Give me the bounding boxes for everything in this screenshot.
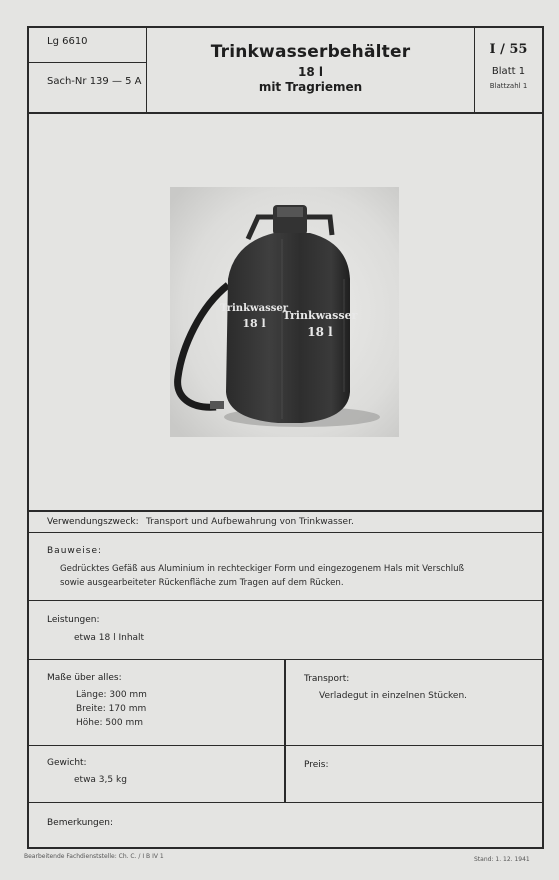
- sheet-code: I / 55: [489, 42, 528, 57]
- transport-label: Transport:: [304, 674, 350, 684]
- bauweise-line-2: sowie ausgearbeiteter Rückenfläche zum Tragen auf dem Rücken.: [60, 578, 344, 588]
- row-bauweise: [29, 533, 542, 601]
- footer-date: Stand: 1. 12. 1941: [474, 856, 530, 863]
- bauweise-label: Bauweise:: [47, 546, 103, 556]
- bauweise-line-1: Gedrücktes Gefäß aus Aluminium in rechteckiger Form und eingezogenem Hals mit Verschluß: [60, 564, 465, 574]
- header-left-cell: [29, 28, 147, 114]
- gewicht-value: etwa 3,5 kg: [74, 775, 127, 785]
- leistungen-value: etwa 18 l Inhalt: [74, 633, 145, 643]
- footer-department: Bearbeitende Fachdienststelle: Ch. C. / I B IV 1: [24, 853, 164, 860]
- column-divider: [284, 660, 286, 745]
- leistungen-label: Leistungen:: [47, 615, 100, 625]
- sheet-number: Blatt 1: [491, 66, 526, 77]
- verwendungszweck-value: Transport und Aufbewahrung von Trinkwasser.: [146, 517, 354, 527]
- header-right-cell: [474, 28, 542, 114]
- masse-laenge: Länge: 300 mm: [76, 690, 147, 700]
- datasheet-frame: [27, 26, 544, 849]
- header: [29, 28, 542, 114]
- transport-value: Verladegut in einzelnen Stücken.: [319, 691, 468, 701]
- canister-photo: [170, 187, 399, 437]
- row-bemerkungen: [29, 803, 542, 847]
- document-subtitle-volume: 18 l: [298, 65, 323, 79]
- canister-label-right-volume: 18 l: [307, 325, 333, 339]
- sheet-count: Blattzahl 1: [489, 82, 528, 90]
- row-masse-transport: [29, 660, 542, 746]
- canister-label-right-text: Trinkwasser: [282, 309, 358, 322]
- header-title-cell: [147, 28, 474, 114]
- masse-label: Maße über alles:: [47, 673, 122, 683]
- lg-number: Lg 6610: [47, 36, 88, 47]
- gewicht-label: Gewicht:: [47, 758, 87, 768]
- canister-label-left-volume: 18 l: [242, 317, 266, 330]
- row-gewicht-preis: [29, 746, 542, 803]
- photo-area: [29, 114, 542, 512]
- column-divider: [284, 746, 286, 802]
- verwendungszweck-label: Verwendungszweck:: [47, 517, 139, 527]
- preis-label: Preis:: [304, 760, 329, 770]
- document-subtitle-strap: mit Tragriemen: [258, 80, 363, 94]
- document-title: Trinkwasserbehälter: [210, 42, 411, 62]
- masse-hoehe: Höhe: 500 mm: [76, 718, 143, 728]
- row-leistungen: [29, 601, 542, 660]
- lg-cell: [29, 28, 146, 63]
- masse-breite: Breite: 170 mm: [76, 704, 147, 714]
- row-verwendungszweck: [29, 512, 542, 533]
- bemerkungen-label: Bemerkungen:: [47, 818, 114, 828]
- canister-label-left-text: Trinkwasser: [220, 303, 288, 314]
- sach-nr: Sach-Nr 139 — 5 A: [47, 76, 142, 87]
